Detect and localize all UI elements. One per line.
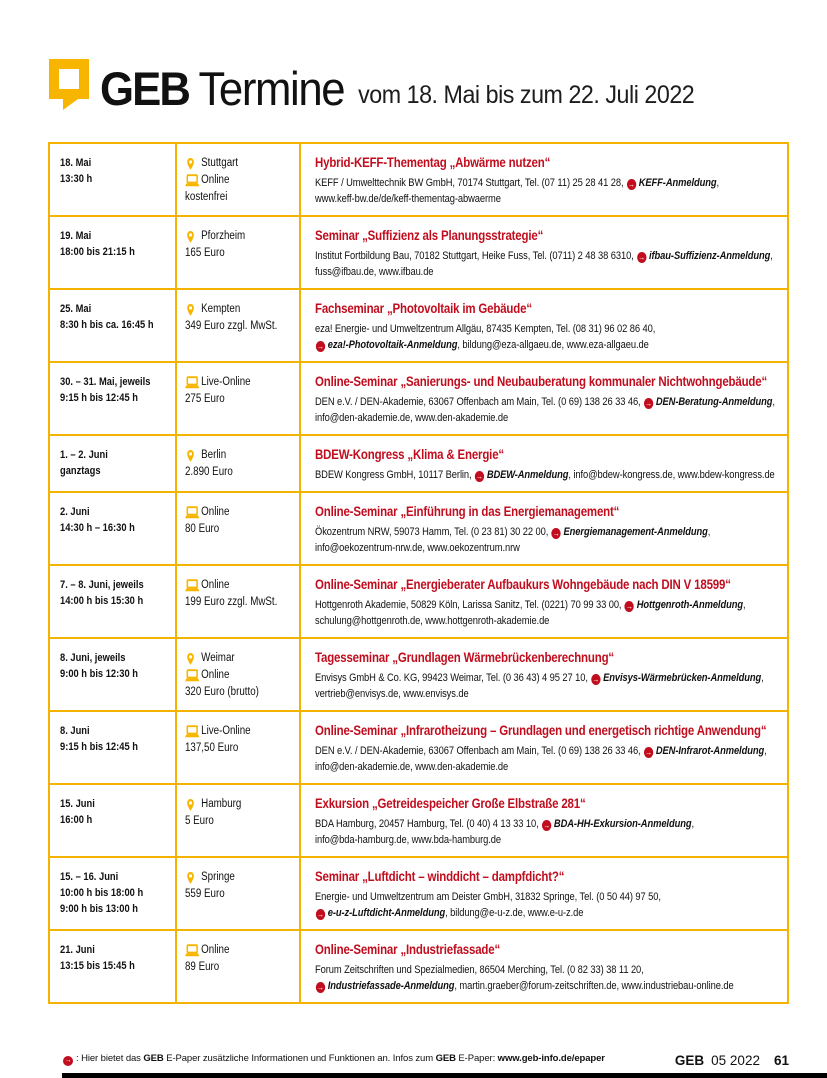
event-price: 80 Euro bbox=[185, 523, 220, 535]
epaper-registration-link[interactable]: eza!-Photovoltaik-Anmeldung bbox=[327, 339, 458, 351]
page-title: Termine bbox=[198, 62, 345, 115]
event-description: DEN e.V. / DEN-Akademie, 63067 Offenbach am Main, Tel. (0 69) 138 26 33 46, → DEN-Infrarot-Anmeldung, info@den-akademie.de, www.den-akademie.de bbox=[315, 745, 767, 773]
location-entry bbox=[185, 942, 297, 959]
location-label: Online bbox=[201, 944, 230, 956]
page-folio bbox=[675, 1053, 789, 1068]
event-description: Hottgenroth Akademie, 50829 Köln, Larissa Sanitz, Tel. (0221) 70 99 33 00, → Hottgenroth-Anmeldung, schulung@hottgenroth.de, www.hottgenroth-akademie.de bbox=[315, 599, 746, 627]
location-entry bbox=[185, 869, 297, 886]
event-date bbox=[60, 577, 173, 609]
epaper-registration-link[interactable]: Industriefassade-Anmeldung bbox=[327, 980, 455, 992]
laptop-icon bbox=[185, 174, 201, 187]
event-date bbox=[60, 447, 173, 479]
location-label: Kempten bbox=[201, 303, 241, 315]
epaper-link-arrow-icon: → bbox=[64, 1057, 72, 1064]
event-title: Seminar „Luftdicht – winddicht – dampfdicht?“ bbox=[315, 869, 565, 884]
pin-icon bbox=[185, 302, 201, 318]
geb-logo-icon bbox=[48, 58, 90, 112]
laptop-icon bbox=[185, 725, 201, 738]
event-date bbox=[60, 796, 173, 828]
event-date-line: 9:00 h bis 13:00 h bbox=[60, 903, 138, 915]
event-date-line: 14:00 h bis 15:30 h bbox=[60, 595, 144, 607]
event-date bbox=[60, 869, 173, 917]
epaper-link-arrow-icon[interactable]: → bbox=[317, 983, 324, 992]
folio-page-number: 61 bbox=[773, 1053, 789, 1068]
event-title: Seminar „Suffizienz als Planungsstrategie“ bbox=[315, 228, 544, 243]
event-location bbox=[185, 228, 297, 262]
event-date-line: 15. – 16. Juni bbox=[60, 871, 119, 883]
event-row bbox=[50, 639, 787, 712]
event-date-line: 21. Juni bbox=[60, 944, 95, 956]
pin-icon bbox=[185, 229, 201, 245]
laptop-icon bbox=[185, 579, 201, 592]
laptop-icon bbox=[185, 376, 201, 389]
event-date-line: 9:15 h bis 12:45 h bbox=[60, 392, 138, 404]
epaper-link-arrow-icon[interactable]: → bbox=[626, 602, 633, 611]
epaper-link-arrow-icon[interactable]: → bbox=[317, 910, 324, 919]
epaper-registration-link[interactable]: Hottgenroth-Anmeldung bbox=[636, 599, 743, 611]
event-row bbox=[50, 144, 787, 217]
event-row bbox=[50, 712, 787, 785]
event-date-line: 8. Juni bbox=[60, 725, 90, 737]
event-row bbox=[50, 290, 787, 363]
event-price: 89 Euro bbox=[185, 961, 220, 973]
epaper-link-arrow-icon[interactable]: → bbox=[638, 253, 646, 262]
event-date-line: 18:00 bis 21:15 h bbox=[60, 246, 135, 258]
event-price: 559 Euro bbox=[185, 888, 225, 900]
location-entry bbox=[185, 172, 297, 189]
event-date-line: 19. Mai bbox=[60, 230, 92, 242]
location-entry bbox=[185, 374, 297, 391]
event-location bbox=[185, 723, 297, 757]
event-price: 349 Euro zzgl. MwSt. bbox=[185, 320, 278, 332]
event-title: Exkursion „Getreidespeicher Große Elbstraße 281“ bbox=[315, 796, 586, 811]
location-label: Online bbox=[201, 506, 230, 518]
location-label: Online bbox=[201, 579, 230, 591]
events-table bbox=[48, 142, 789, 1004]
epaper-link-arrow-icon[interactable]: → bbox=[645, 399, 652, 408]
event-date-line: 7. – 8. Juni, jeweils bbox=[60, 579, 144, 591]
laptop-icon bbox=[185, 506, 201, 519]
event-title: Online-Seminar „Einführung in das Energiemanagement“ bbox=[315, 504, 620, 519]
event-description: DEN e.V. / DEN-Akademie, 63067 Offenbach am Main, Tel. (0 69) 138 26 33 46, → DEN-Beratung-Anmeldung, info@den-akademie.de, www.den-akademie.de bbox=[315, 396, 775, 424]
event-date-line: 10:00 h bis 18:00 h bbox=[60, 887, 144, 899]
event-title: Online-Seminar „Energieberater Aufbaukurs Wohngebäude nach DIN V 18599“ bbox=[315, 577, 731, 592]
location-entry bbox=[185, 228, 297, 245]
event-date bbox=[60, 155, 173, 187]
date-range-subtitle: vom 18. Mai bis zum 22. Juli 2022 bbox=[358, 81, 695, 109]
event-title: Online-Seminar „Infrarotheizung – Grundlagen und energetisch richtige Anwendung“ bbox=[315, 723, 767, 738]
event-date bbox=[60, 942, 173, 974]
epaper-registration-link[interactable]: BDA-HH-Exkursion-Anmeldung bbox=[553, 818, 692, 830]
epaper-link-arrow-icon[interactable]: → bbox=[543, 821, 551, 830]
event-title: Online-Seminar „Industriefassade“ bbox=[315, 942, 501, 957]
event-row bbox=[50, 493, 787, 566]
pin-icon bbox=[185, 448, 201, 464]
pin-icon bbox=[185, 870, 201, 886]
location-label: Pforzheim bbox=[201, 230, 246, 242]
event-date-line: 9:00 h bis 12:30 h bbox=[60, 668, 138, 680]
location-entry bbox=[185, 796, 297, 813]
event-title: Tagesseminar „Grundlagen Wärmebrückenberechnung“ bbox=[315, 650, 614, 665]
epaper-registration-link[interactable]: BDEW-Anmeldung bbox=[486, 469, 569, 481]
event-date-line: 13:15 bis 15:45 h bbox=[60, 960, 135, 972]
event-date bbox=[60, 504, 173, 536]
event-description: Ökozentrum NRW, 59073 Hamm, Tel. (0 23 81) 30 22 00, → Energiemanagement-Anmeldung, info@oekozentrum-nrw.de, www.oekozentrum.nrw bbox=[315, 526, 711, 554]
event-title: Online-Seminar „Sanierungs- und Neubauberatung kommunaler Nichtwohngebäude“ bbox=[315, 374, 768, 389]
epaper-registration-link[interactable]: Energiemanagement-Anmeldung bbox=[563, 526, 708, 538]
pin-icon bbox=[185, 651, 201, 667]
event-row bbox=[50, 363, 787, 436]
event-date bbox=[60, 374, 173, 406]
event-location bbox=[185, 301, 297, 335]
event-date bbox=[60, 723, 173, 755]
event-row bbox=[50, 785, 787, 858]
event-price: 320 Euro (brutto) bbox=[185, 686, 259, 698]
event-price: 137,50 Euro bbox=[185, 742, 239, 754]
location-label: Stuttgart bbox=[201, 157, 239, 169]
event-date-line: 1. – 2. Juni bbox=[60, 449, 108, 461]
event-date-line: 8:30 h bis ca. 16:45 h bbox=[60, 319, 154, 331]
event-location bbox=[185, 155, 297, 206]
location-entry bbox=[185, 447, 297, 464]
event-location bbox=[185, 942, 297, 976]
page-header bbox=[48, 58, 739, 115]
location-entry bbox=[185, 667, 297, 684]
epaper-hint-note: → : Hier bietet das GEB E-Paper zusätzliche Informationen und Funktionen an. Infos zum GEB E-Paper: www.geb-info.de/epaper bbox=[64, 1053, 605, 1064]
event-date-line: ganztags bbox=[60, 465, 101, 477]
bottom-edge-bar bbox=[62, 1073, 827, 1078]
epaper-link-arrow-icon[interactable]: → bbox=[645, 748, 652, 757]
location-label: Live-Online bbox=[201, 376, 251, 388]
bold-text: GEB bbox=[143, 1053, 164, 1064]
event-location bbox=[185, 577, 297, 611]
event-description: Energie- und Umweltzentrum am Deister GmbH, 31832 Springe, Tel. (0 50 44) 97 50, → e-u-z-Luftdicht-Anmeldung, bildung@e-u-z.de, www.e-u-z.de bbox=[315, 891, 661, 919]
epaper-link-arrow-icon[interactable]: → bbox=[317, 342, 324, 351]
location-label: Online bbox=[201, 174, 230, 186]
event-price: 199 Euro zzgl. MwSt. bbox=[185, 596, 278, 608]
event-location bbox=[185, 504, 297, 538]
location-entry bbox=[185, 723, 297, 740]
event-location bbox=[185, 796, 297, 830]
location-label: Weimar bbox=[201, 652, 235, 664]
event-row bbox=[50, 436, 787, 493]
event-date bbox=[60, 650, 173, 682]
location-entry bbox=[185, 577, 297, 594]
location-label: Berlin bbox=[201, 449, 227, 461]
epaper-registration-link[interactable]: DEN-Beratung-Anmeldung bbox=[655, 396, 773, 408]
epaper-link-arrow-icon[interactable]: → bbox=[628, 180, 635, 189]
event-price: kostenfrei bbox=[185, 191, 228, 203]
event-description: Forum Zeitschriften und Spezialmedien, 86504 Merching, Tel. (0 82 33) 38 11 20, → Industriefassade-Anmeldung, martin.graeber@forum-zeitschriften.de, www.industriebau-online.de bbox=[315, 964, 734, 992]
location-label: Online bbox=[201, 669, 230, 681]
location-entry bbox=[185, 155, 297, 172]
event-date-line: 2. Juni bbox=[60, 506, 90, 518]
event-description: eza! Energie- und Umweltzentrum Allgäu, 87435 Kempten, Tel. (08 31) 96 02 86 40, → eza!-Photovoltaik-Anmeldung, bildung@eza-allgaeu.de, www.eza-allgaeu.de bbox=[315, 323, 656, 351]
event-row bbox=[50, 217, 787, 290]
event-date bbox=[60, 228, 173, 260]
event-date-line: 9:15 h bis 12:45 h bbox=[60, 741, 138, 753]
event-title: BDEW-Kongress „Klima & Energie“ bbox=[315, 447, 504, 462]
epaper-registration-link[interactable]: KEFF-Anmeldung bbox=[638, 177, 717, 189]
event-row bbox=[50, 931, 787, 1004]
event-date-line: 15. Juni bbox=[60, 798, 95, 810]
epaper-registration-link[interactable]: Envisys-Wärmebrücken-Anmeldung bbox=[603, 672, 762, 684]
epaper-registration-link[interactable]: ifbau-Suffizienz-Anmeldung bbox=[649, 250, 771, 262]
event-date-line: 14:30 h – 16:30 h bbox=[60, 522, 135, 534]
location-entry bbox=[185, 650, 297, 667]
laptop-icon bbox=[185, 944, 201, 957]
folio-brand: GEB bbox=[674, 1053, 705, 1068]
bold-text: www.geb-info.de/epaper bbox=[497, 1053, 605, 1064]
location-label: Hamburg bbox=[201, 798, 242, 810]
event-location bbox=[185, 447, 297, 481]
epaper-registration-link[interactable]: DEN-Infrarot-Anmeldung bbox=[655, 745, 765, 757]
event-description: Envisys GmbH & Co. KG, 99423 Weimar, Tel. (0 36 43) 4 95 27 10, → Envisys-Wärmebrücken-Anmeldung, vertrieb@envisys.de, www.envisys.de bbox=[315, 672, 764, 700]
epaper-registration-link[interactable]: e-u-z-Luftdicht-Anmeldung bbox=[327, 907, 446, 919]
event-location bbox=[185, 374, 297, 408]
event-date-line: 16:00 h bbox=[60, 814, 93, 826]
event-date bbox=[60, 301, 173, 333]
event-description: KEFF / Umwelttechnik BW GmbH, 70174 Stuttgart, Tel. (07 11) 25 28 41 28, → KEFF-Anmeldung, www.keff-bw.de/de/keff-thementag-abwaerme bbox=[315, 177, 720, 205]
event-date-line: 8. Juni, jeweils bbox=[60, 652, 126, 664]
event-row bbox=[50, 566, 787, 639]
bold-text: GEB bbox=[435, 1053, 456, 1064]
location-label: Live-Online bbox=[201, 725, 251, 737]
event-price: 275 Euro bbox=[185, 393, 225, 405]
event-date-line: 30. – 31. Mai, jeweils bbox=[60, 376, 151, 388]
event-title: Fachseminar „Photovoltaik im Gebäude“ bbox=[315, 301, 532, 316]
pin-icon bbox=[185, 797, 201, 813]
epaper-link-arrow-icon[interactable]: → bbox=[592, 675, 600, 684]
event-date-line: 18. Mai bbox=[60, 157, 92, 169]
event-description: Institut Fortbildung Bau, 70182 Stuttgart, Heike Fuss, Tel. (0711) 2 48 38 6310, → ifbau-Suffizienz-Anmeldung, fuss@ifbau.de, www.ifbau.de bbox=[315, 250, 773, 278]
event-title: Hybrid-KEFF-Thementag „Abwärme nutzen“ bbox=[315, 155, 551, 170]
pin-icon bbox=[185, 156, 201, 172]
laptop-icon bbox=[185, 669, 201, 682]
event-date-line: 25. Mai bbox=[60, 303, 92, 315]
event-description: BDA Hamburg, 20457 Hamburg, Tel. (0 40) 4 13 33 10, → BDA-HH-Exkursion-Anmeldung, info@bda-hamburg.de, www.bda-hamburg.de bbox=[315, 818, 694, 846]
event-price: 5 Euro bbox=[185, 815, 214, 827]
event-price: 165 Euro bbox=[185, 247, 225, 259]
event-location bbox=[185, 650, 297, 701]
event-row bbox=[50, 858, 787, 931]
location-entry bbox=[185, 504, 297, 521]
epaper-link-arrow-icon[interactable]: → bbox=[476, 472, 483, 481]
location-label: Springe bbox=[201, 871, 235, 883]
event-location bbox=[185, 869, 297, 903]
epaper-link-arrow-icon[interactable]: → bbox=[552, 529, 560, 538]
magazine-brand: GEB bbox=[100, 62, 190, 115]
event-date-line: 13:30 h bbox=[60, 173, 93, 185]
location-entry bbox=[185, 301, 297, 318]
event-description: BDEW Kongress GmbH, 10117 Berlin, → BDEW-Anmeldung, info@bdew-kongress.de, www.bdew-kongress.de bbox=[315, 469, 775, 481]
event-price: 2.890 Euro bbox=[185, 466, 233, 478]
folio-issue: 05 2022 bbox=[711, 1053, 760, 1068]
